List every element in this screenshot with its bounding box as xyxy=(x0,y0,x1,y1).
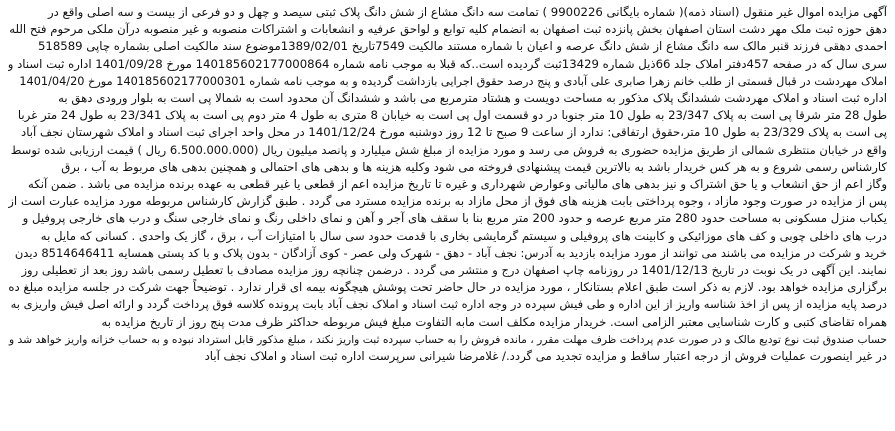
notice-line: دهق حوزه ثبت ملک مهر دشت استان اصفهان بخش پانزده ثبت اصفهان به انضمام کلیه توابع و لواحق عرفیه و انشعابات و اشتراکات منصوبه و غیر منصوبه درآن ملکی مرحوم فتح الله xyxy=(9,22,887,37)
notice-line: کارشناس رسمی شروع و به هر کس خریدار باشد به بالاترین قیمت پیشنهادی فروخته می شود وکلیه هزینه ها و بدهی های احتمالی و همچنین بدهی های مربوط به آب ، برق xyxy=(61,159,887,174)
notice-line: پی است به پلاک 23/329 به طول 10 متر،حقوق ارتفاقی: ندارد از ساعت 9 صبح تا 12 روز دوشنبه مورخ 1401/12/24 در محل واحد اجرای ثبت اسناد و املاک شهرستان نجف آباد xyxy=(21,125,887,140)
notice-line: برگزاری مزایده خواهد بود. لازم به ذکر است طبق اعلام بستانکار ، مورد مزایده در حال حاضر تحت پوشش هیچگونه بیمه ای قرار ندارد . توضیحاً جهت شرکت در جلسه مزایده مبلغ ده xyxy=(8,280,887,295)
notice-line: وگاز اعم از حق انشعاب و یا حق اشتراک و نیز بدهی های مالیاتی وعوارض شهرداری و غیره تا تاریخ مزایده اعم از قطعی یا غیر قطعی به عهده برنده مزایده می باشد . ضمن آنکه xyxy=(27,177,887,192)
notice-line: اداره ثبت اسناد و املاک مهردشت ششدانگ پلاک مذکور به مساحت دویست و هشتاد مترمربع می باشد و ششدانگ آن محدود است به شمالا پی است به بلوار ورودی دهق به xyxy=(58,91,887,106)
notice-line: نمایند. این آگهی در یک نوبت در تاریخ 1401/12/13 در روزنامه چاپ اصفهان درج و منتشر می گردد . درضمن چنانچه روز مزایده مصادف با تعطیل رسمی باشد روز بعد از تعطیلی روز xyxy=(21,263,887,278)
notice-line: سری سال که در صفحه 457دفتر املاک جلد 66ذیل شماره 13429ثبت گردیده است..که قبلا به موجب نامه شماره 140185602177000864 مورخ 1401/09/28 اداره ثبت اسناد و xyxy=(8,56,887,71)
notice-line: همراه تقاضای کتبی و کارت شناسایی معتبر الزامی است. خریدار مزایده مکلف است مابه التفاوت مبلغ فیش مربوطه حداکثر ظرف مدت پنج روز از تاریخ مزایده به xyxy=(101,314,887,329)
notice-line: پس از مزایده در صورت وجود مازاد ، وجوه پرداختی بابت هزینه های فوق از محل مازاد به برنده مزایده مسترد می گردد . طبق گزارش کارشناس مربوطه مورد مزایده عبارت است از xyxy=(8,194,887,209)
notice-line: آگهی مزایده اموال غیر منقول (اسناد ذمه)( شماره بایگانی 9900226 ) تمامت سه دانگ مشاع از شش دانگ پلاک ثبتی سیصد و چهل و دو فرعی از بیست و سه اصلی واقع در xyxy=(47,5,887,19)
notice-line: حساب صندوق ثبت نوع تودیع مالک و در صورت عدم پرداخت ظرف مهلت مقرر ، مانده فروش را به حساب سپرده ثبت واریز نکند ، مبلغ مذکور قابل استرداد نبوده و به حساب خزانه واریز خواهد شد و xyxy=(8,332,887,346)
notice-line: یکباب منزل مسکونی به مساحت حدود 280 متر مربع عرصه و حدود 200 متر مربع بنا با سقف های آجر و آهن و نمای داخلی رنگ و نمای خارجی سنگ و درب های خارجی پروفیل و xyxy=(22,211,887,226)
notice-line: خرید و شرکت در مزایده می باشند می توانند از مورد مزایده بازدید به آدرس: نجف آباد - دهق - شهرک ولی عصر - کوی آزادگان - بدون پلاک و با کد پستی همسایه 8514646411 دیدن xyxy=(14,245,887,260)
notice-line: واقع در خیابان منتظری شمالی از طریق مزایده حضوری به فروش می رسد و مورد مزایده از مبلغ شش میلیارد و پانصد میلیون ریال (6.500.000.000 ریال ) قیمت ارزیابی شده توسط xyxy=(10,142,887,157)
notice-line: طول 28 متر شرقا پی است به پلاک 23/347 به طول 10 متر جنوبا در دو قسمت اول پی است به خیابان 8 متری به طول 4 متر دوم پی است به پلاک 23/341 به طول 24 متر غربا xyxy=(17,108,887,123)
notice-line: درب های داخلی چوبی و کف های موزائیکی و کابینت های پروفیلی و سیستم گرمایشی بخاری با قدمت حدود سی سال با امتیازات آب ، برق ، گاز یک واحدی . کسانی که مایل به xyxy=(40,228,887,243)
notice-line: درصد پایه مزایده از پس از اخذ شناسه واریز از این اداره و طی فیش سپرده در وجه اداره ثبت اسناد و املاک نجف آباد بابت پرونده کلاسه فوق پرداخت گردد و ارائه اصل فیش واریزی به xyxy=(10,297,887,312)
notice-line: املاک مهردشت در قبال قسمتی از طلب خانم زهرا صابری علی آبادی و پنج درصد حقوق اجرایی بازداشت گردیده و به موجب نامه شماره 140185602177000301 مورخ 1401/04/20 xyxy=(19,74,887,88)
notice-line: در غیر اینصورت عملیات فروش از درجه اعتبار ساقط و مزایده تجدید می گردد./ غلامرضا شیرانی سرپرست اداره ثبت اسناد و املاک نجف آباد xyxy=(204,349,887,364)
notice-line: احمدی دهقی فرزند قنبر مالک سه دانگ مشاع از شش دانگ عرصه و اعیان با شماره مستند مالکیت 7549تاریخ 1389/02/01موضوع سند مالکیت اصلی بشماره چاپی 518589 xyxy=(37,39,887,54)
